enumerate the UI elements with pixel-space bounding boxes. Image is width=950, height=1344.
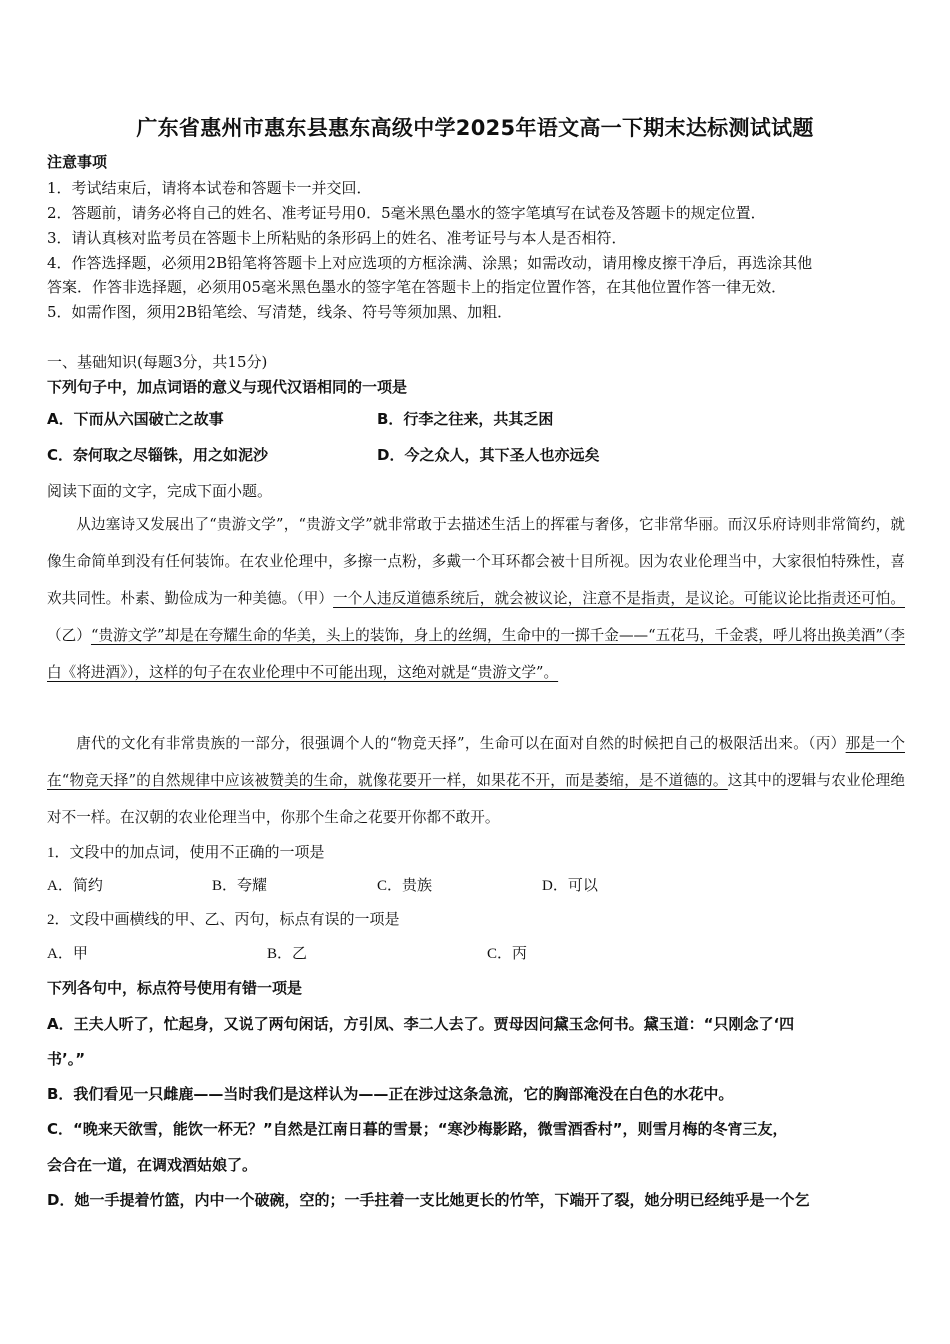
sub1-option-a: A．简约	[47, 878, 103, 894]
passage2-text: 唐代的文化有非常贵族的一部分，很强调个人的“物竞天择”，生命可以在面对自然的时候把自己的极限活出来。（丙）	[76, 735, 846, 752]
q3-option-c: C．“晚来天欲雪，能饮一杯无？”自然是江南日暮的雪景；“寒沙梅影路，微雪酒香村”，则雪月梅的冬宵三友，	[47, 1120, 788, 1138]
passage1-sentence-jia: 一个人违反道德系统后，就会被议论，注意不是指责，是议论。可能议论比指责还可怕。	[333, 590, 905, 607]
notice-item-5: 5．如需作图，须用2B铅笔绘、写清楚，线条、符号等须加黑、加粗．	[47, 303, 513, 321]
q3-option-a-cont: 书’。”	[47, 1050, 86, 1068]
notice-item-3: 3．请认真核对监考员在答题卡上所粘贴的条形码上的姓名、准考证号与本人是否相符．	[47, 229, 627, 247]
passage2-text-2: 这其中的逻辑与农业伦理绝对不一样。在汉朝的农业伦理当中，你那个生命之花要开你都不敢开。	[47, 772, 905, 826]
passage1-label-yi: （乙）	[47, 627, 91, 644]
sub2-option-a: A．甲	[47, 946, 88, 962]
sub1-option-c: C．贵族	[377, 878, 433, 894]
notice-item-4: 4．作答选择题，必须用2B铅笔将答题卡上对应选项的方框涂满、涂黑；如需改动，请用橡皮擦干净后，再选涂其他	[47, 254, 813, 272]
q3-stem: 下列各句中，标点符号使用有错一项是	[47, 979, 303, 997]
passage1-sentence-yi: “贵游文学”却是在夸耀生命的华美，头上的装饰，身上的丝绸，生命中的一掷千金——“五花马，千金裘，呼儿将出换美酒”（李白《将进酒》），这样的句子在农业伦理中不可能出现，这绝对就是“贵游文学”。	[47, 627, 905, 681]
notice-heading: 注意事项	[47, 153, 108, 171]
notice-item-4-cont: 答案．作答非选择题，必须用05毫米黑色墨水的签字笔在答题卡上的指定位置作答，在其他位置作答一律无效．	[47, 278, 787, 296]
q3-option-d: D．她一手提着竹篮，内中一个破碗，空的；一手拄着一支比她更长的竹竿，下端开了裂，她分明已经纯乎是一个乞	[47, 1191, 810, 1209]
q1-stem: 下列句子中，加点词语的意义与现代汉语相同的一项是	[47, 378, 408, 396]
passage2-sentence-bing: 那是一个在“物竞天择”的自然规律中应该被赞美的生命，就像花要开一样，如果花不开，而是萎缩，是不道德的。	[47, 735, 905, 789]
q1-option-a: A．下而从六国破亡之故事	[47, 410, 224, 428]
passage-paragraph-2	[47, 725, 905, 836]
sub2-option-c: C．丙	[487, 946, 528, 962]
q3-option-b: B．我们看见一只雌鹿——当时我们是这样认为——正在涉过这条急流，它的胸部淹没在白色的水花中。	[47, 1085, 734, 1103]
q1-option-d: D．今之众人，其下圣人也亦远矣	[377, 446, 600, 464]
q1-option-b: B．行李之往来，共其乏困	[377, 410, 554, 428]
passage-paragraph-1	[47, 506, 905, 691]
q3-option-a: A．王夫人听了，忙起身，又说了两句闲话，方引凤、李二人去了。贾母因问黛玉念何书。黛玉道：“只刚念了‘四	[47, 1015, 795, 1033]
notice-item-1: 1．考试结束后，请将本试卷和答题卡一并交回．	[47, 179, 372, 197]
sub2-option-b: B．乙	[267, 946, 308, 962]
notice-item-2: 2．答题前，请务必将自己的姓名、准考证号用0．5毫米黑色墨水的签字笔填写在试卷及答题卡的规定位置．	[47, 204, 766, 222]
passage1-text: 从边塞诗又发展出了“贵游文学”，“贵游文学”就非常敢于去描述生活上的挥霍与奢侈，它非常华丽。而汉乐府诗则非常简约，就像生命简单到没有任何装饰。在农业伦理中，多擦一点粉，多戴一个耳环都会被十目所视。因为农业伦理当中，大家很怕特殊性，喜欢共同性。朴素、勤俭成为一种美德。（甲）	[47, 516, 905, 607]
sub2-stem: 2．文段中画横线的甲、乙、丙句，标点有误的一项是	[47, 912, 400, 928]
section1-heading: 一、基础知识(每题3分，共15分)	[47, 353, 268, 371]
sub1-stem: 1．文段中的加点词，使用不正确的一项是	[47, 845, 325, 861]
sub1-option-d: D．可以	[542, 878, 598, 894]
reading-intro: 阅读下面的文字，完成下面小题。	[47, 484, 273, 500]
q3-option-c-cont: 会合在一道，在调戏酒姑娘了。	[47, 1156, 258, 1174]
q1-option-c: C．奈何取之尽锱铢，用之如泥沙	[47, 446, 269, 464]
page-title: 广东省惠州市惠东县惠东高级中学2025年语文高一下期末达标测试试题	[136, 116, 814, 140]
sub1-option-b: B．夸耀	[212, 878, 268, 894]
